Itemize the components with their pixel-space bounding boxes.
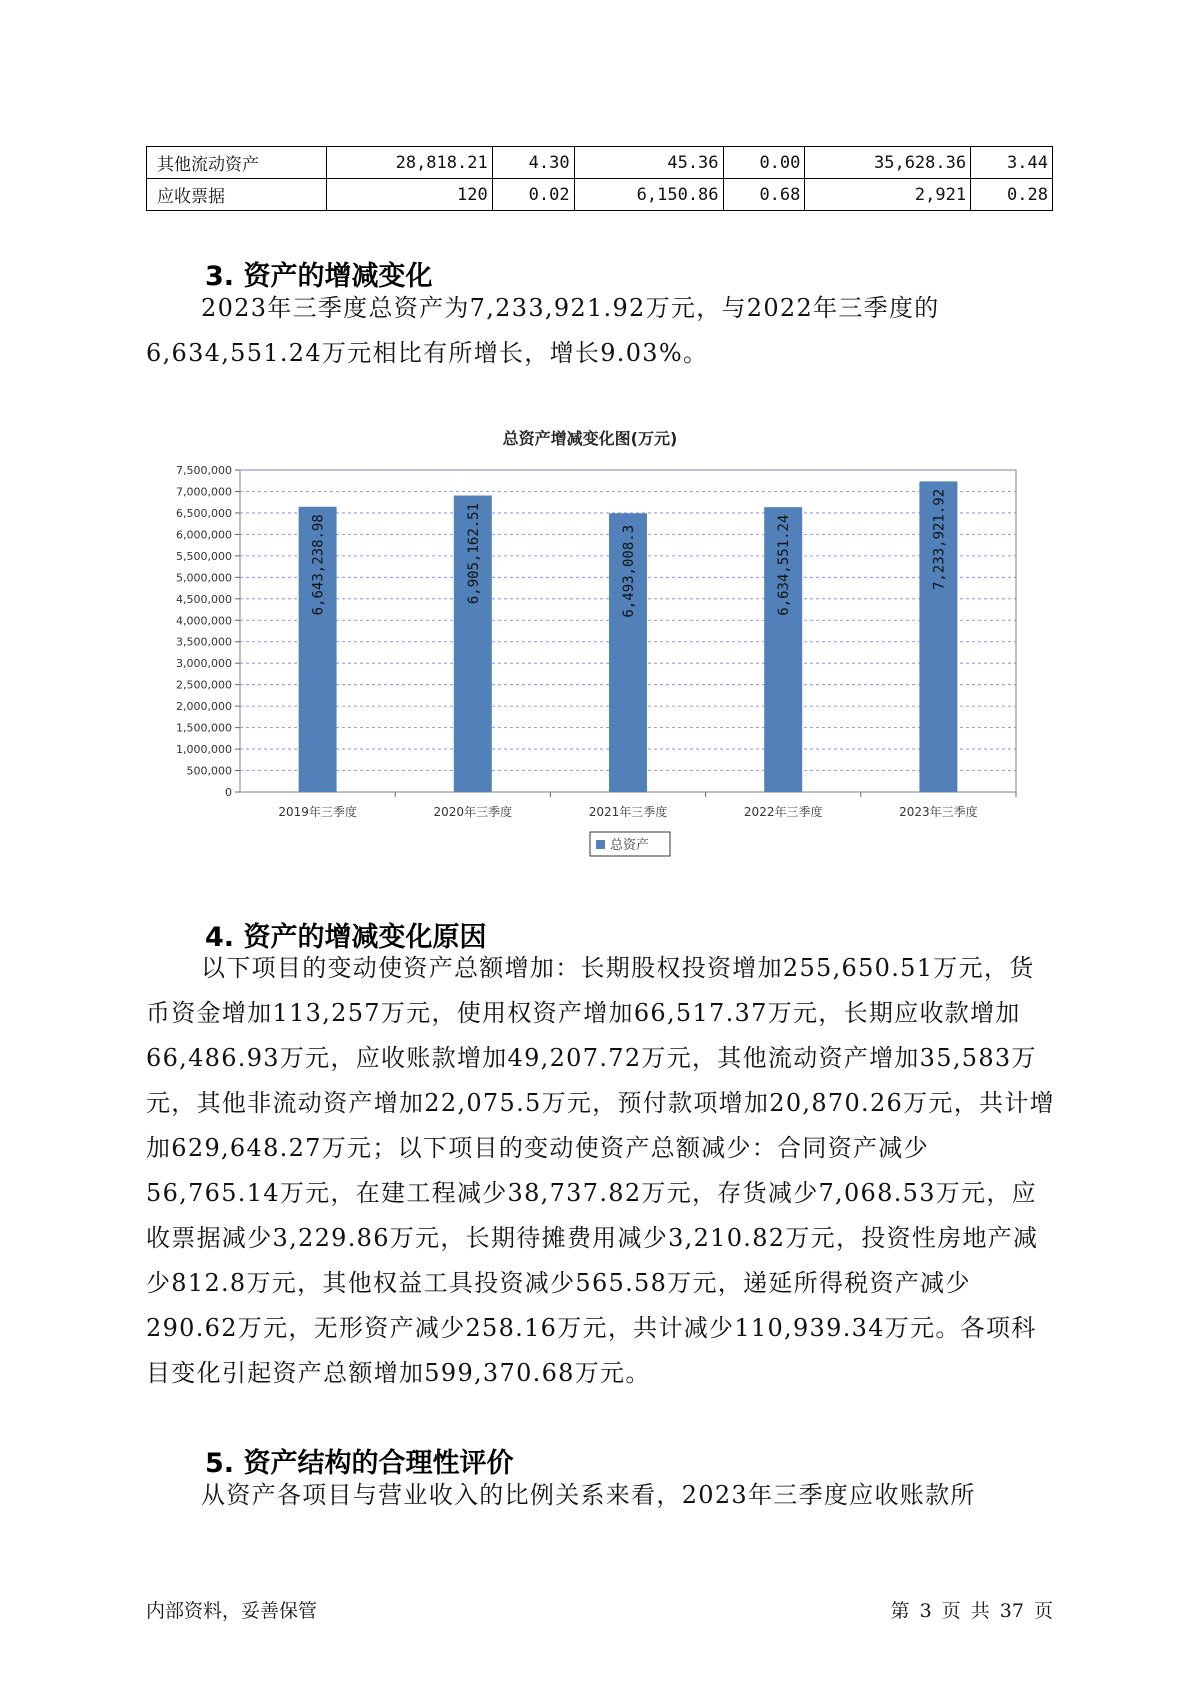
section-5-heading: 5. 资产结构的合理性评价	[205, 1448, 514, 1479]
legend-label: 总资产	[610, 838, 650, 853]
y-tick-label: 2,000,000	[176, 700, 232, 714]
x-tick-label: 2019年三季度	[278, 805, 357, 819]
bar-data-label: 6,493,008.3	[621, 524, 637, 618]
y-tick-label: 7,500,000	[176, 464, 232, 477]
section-3-text: 2023年三季度总资产为7,233,921.92万元，与2022年三季度的6,634,551.24万元相比有所增长，增长9.03%。	[146, 294, 940, 367]
x-tick-label: 2023年三季度	[899, 805, 978, 819]
section-4-paragraph	[146, 946, 1056, 1396]
bar-data-label: 7,233,921.92	[931, 488, 948, 591]
y-tick-label: 5,500,000	[176, 549, 232, 563]
section-3-paragraph	[146, 286, 1056, 376]
y-tick-label: 2,500,000	[176, 678, 232, 692]
section-5-text: 从资产各项目与营业收入的比例关系来看，2023年三季度应收账款所	[201, 1481, 976, 1509]
y-tick-label: 500,000	[186, 764, 232, 778]
table-cell: 6,150.86	[574, 179, 723, 211]
table-row	[147, 179, 1053, 211]
x-tick-label: 2020年三季度	[433, 805, 513, 819]
table-cell: 0.68	[723, 179, 805, 211]
y-tick-label: 3,500,000	[176, 635, 232, 649]
legend-swatch	[596, 840, 605, 849]
y-tick-label: 4,000,000	[176, 614, 232, 628]
footer-confidential: 内部资料，妥善保管	[146, 1600, 318, 1622]
table-cell: 2,921	[805, 179, 971, 211]
table-cell: 120	[327, 179, 493, 211]
y-tick-label: 4,500,000	[176, 592, 232, 606]
y-tick-label: 1,000,000	[176, 743, 232, 757]
table-cell: 0.00	[723, 147, 805, 179]
bar-data-label: 6,643,238.98	[310, 514, 327, 616]
table-cell: 4.30	[492, 147, 574, 179]
y-tick-label: 0	[225, 786, 232, 799]
table-cell: 3.44	[971, 147, 1053, 179]
table-row	[147, 147, 1053, 179]
section-4-heading: 4. 资产的增减变化原因	[205, 922, 487, 953]
asset-table	[146, 146, 1053, 211]
bar-data-label: 6,905,162.51	[465, 502, 482, 605]
section-3-heading: 3. 资产的增减变化	[205, 261, 433, 292]
y-tick-label: 3,000,000	[176, 657, 232, 671]
row-label: 应收票据	[147, 179, 327, 211]
y-tick-label: 6,500,000	[176, 506, 232, 520]
row-label: 其他流动资产	[147, 147, 327, 179]
y-tick-label: 5,000,000	[176, 571, 232, 585]
table-cell: 28,818.21	[327, 147, 493, 179]
chart-title: 总资产增减变化图(万元)	[502, 429, 678, 448]
table-cell: 35,628.36	[805, 147, 971, 179]
table-cell: 0.28	[971, 179, 1053, 211]
x-tick-label: 2022年三季度	[743, 805, 823, 819]
total-assets-chart	[160, 420, 1020, 880]
y-tick-label: 7,000,000	[176, 485, 232, 499]
footer-page-number: 第 3 页 共 37 页	[890, 1600, 1053, 1622]
bar-data-label: 6,634,551.24	[776, 514, 793, 616]
table-cell: 0.02	[492, 179, 574, 211]
table-cell: 45.36	[574, 147, 723, 179]
section-4-text: 以下项目的变动使资产总额增加：长期股权投资增加255,650.51万元，货币资金增加113,257万元，使用权资产增加66,517.37万元，长期应收款增加66,486.93万元，应收账款增加49,207.72万元，其他流动资产增加35,583万元，其他非流动资产增加22,075.5万元，预付款项增加20,870.26万元，共计增加629,648.27万元；以下项目的变动使资产总额减少：合同资产减少56,765.14万元，在建工程减少38,737.82万元，存货减少7,068.53万元，应收票据减少3,229.86万元，长期待摊费用减少3,210.82万元，投资性房地产减少812.8万元，其他权益工具投资减少565.58万元，递延所得税资产减少290.62万元，无形资产减少258.16万元，共计减少110,939.34万元。各项科目变化引起资产总额增加599,370.68万元。	[146, 954, 1055, 1387]
y-tick-label: 6,000,000	[176, 528, 232, 542]
x-tick-label: 2021年三季度	[588, 805, 668, 819]
section-5-paragraph	[146, 1473, 1056, 1518]
y-tick-label: 1,500,000	[176, 721, 232, 735]
